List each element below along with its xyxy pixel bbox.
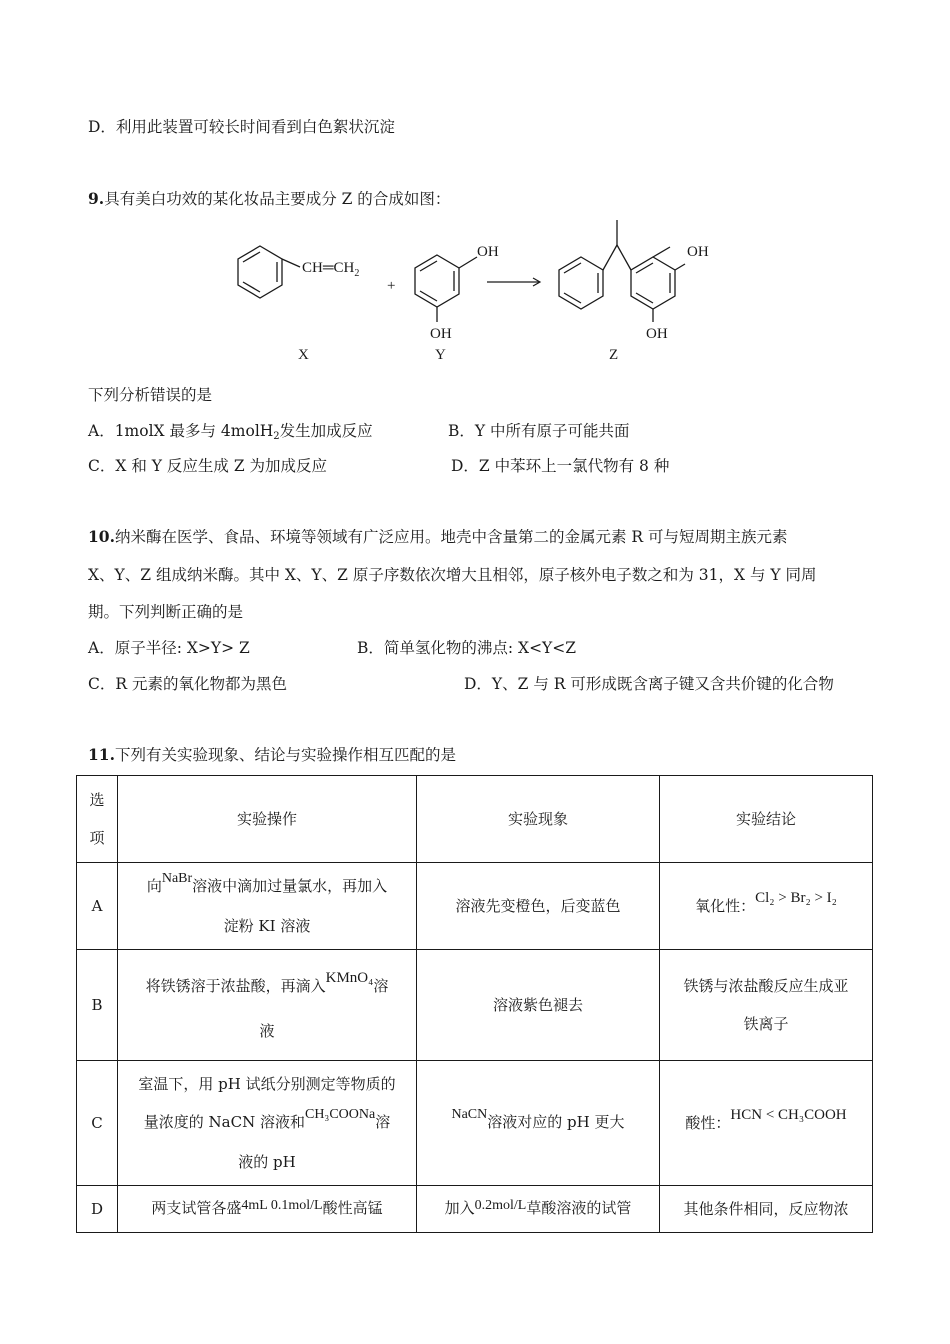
q10-line-2: X、Y、Z 组成纳米酶。其中 X、Y、Z 原子序数依次增大且相邻，原子核外电子数之和为 31，X 与 Y 同周 xyxy=(88,566,817,584)
header-operation: 实验操作 xyxy=(118,776,417,863)
row-b-label: B xyxy=(77,950,118,1061)
structure-y xyxy=(415,255,477,322)
header-option: 选 项 xyxy=(77,776,118,863)
label-y: Y xyxy=(435,347,446,363)
label-z: Z xyxy=(609,347,619,363)
table-row xyxy=(77,863,873,950)
row-d-conclusion: 其他条件相同，反应物浓 xyxy=(660,1186,873,1233)
q11-number: 11. xyxy=(88,745,115,764)
structure-x xyxy=(238,246,300,298)
table-row xyxy=(77,950,873,1061)
reaction-arrow xyxy=(487,278,540,286)
plus-sign: + xyxy=(387,278,396,294)
row-b-conclusion: 铁锈与浓盐酸反应生成亚 铁离子 xyxy=(660,950,873,1061)
row-b-phenomenon: 溶液紫色褪去 xyxy=(417,950,660,1061)
row-d-operation: 两支试管各盛4mL 0.1mol/L酸性高锰 xyxy=(118,1186,417,1233)
table-row xyxy=(77,1186,873,1233)
q10-option-a: A．原子半径: X>Y> Z xyxy=(88,639,250,657)
y-oh-bottom: OH xyxy=(430,326,452,342)
row-c-operation: 室温下，用 pH 试纸分别测定等物质的 量浓度的 NaCN 溶液和CH₃COONa溶 液的 pH xyxy=(118,1061,417,1186)
z-oh-bottom: OH xyxy=(646,326,668,342)
q9-option-c: C．X 和 Y 反应生成 Z 为加成反应 xyxy=(88,457,328,475)
q8-option-d: D．利用此装置可较长时间看到白色絮状沉淀 xyxy=(88,118,395,136)
q9-option-a: A．1molX 最多与 4molH$_2$发生加成反应 xyxy=(88,422,373,442)
q9-stem xyxy=(88,188,450,210)
q9-stem-text: 具有美白功效的某化妆品主要成分 Z 的合成如图： xyxy=(104,190,451,208)
y-oh-top: OH xyxy=(477,244,499,260)
synthesis-scheme xyxy=(225,212,745,372)
z-oh-top: OH xyxy=(687,244,709,260)
q10-line-1: 10.纳米酶在医学、食品、环境等领域有广泛应用。地壳中含量第二的金属元素 R 可与短周期主族元素 xyxy=(88,527,788,546)
row-d-phenomenon: 加入0.2mol/L草酸溶液的试管 xyxy=(417,1186,660,1233)
row-c-conclusion: 酸性：HCN < CH₃COOH xyxy=(660,1061,873,1186)
table-row xyxy=(77,1061,873,1186)
table-header-row xyxy=(77,776,873,863)
label-x: X xyxy=(298,347,309,363)
row-a-conclusion: 氧化性：Cl₂ > Br₂ > I₂ xyxy=(660,863,873,950)
q10-option-d: D．Y、Z 与 R 可形成既含离子键又含共价键的化合物 xyxy=(464,675,834,693)
q10-option-c: C．R 元素的氧化物都为黑色 xyxy=(88,675,287,693)
row-a-operation: 向NaBr溶液中滴加过量氯水，再加入 淀粉 KI 溶液 xyxy=(118,863,417,950)
row-b-operation: 将铁锈溶于浓盐酸，再滴入KMnO₄溶 液 xyxy=(118,950,417,1061)
row-a-label: A xyxy=(77,863,118,950)
row-a-phenomenon: 溶液先变橙色，后变蓝色 xyxy=(417,863,660,950)
q9-prompt: 下列分析错误的是 xyxy=(88,386,213,404)
q9-option-d: D．Z 中苯环上一氯代物有 8 种 xyxy=(451,457,670,475)
row-d-label: D xyxy=(77,1186,118,1233)
q11-stem: 11.下列有关实验现象、结论与实验操作相互匹配的是 xyxy=(88,745,456,764)
vinyl-group: $CH═CH_2$ xyxy=(302,260,360,279)
q10-option-b: B．简单氢化物的沸点: X<Y<Z xyxy=(357,639,577,657)
structure-z xyxy=(559,220,685,322)
q10-line-3: 期。下列判断正确的是 xyxy=(88,603,244,621)
header-phenomenon: 实验现象 xyxy=(417,776,660,863)
row-c-phenomenon: NaCN溶液对应的 pH 更大 xyxy=(417,1061,660,1186)
header-conclusion: 实验结论 xyxy=(660,776,873,863)
experiment-table xyxy=(76,775,873,1233)
q9-option-b: B．Y 中所有原子可能共面 xyxy=(448,422,630,440)
row-c-label: C xyxy=(77,1061,118,1186)
q9-number: 9. xyxy=(88,189,105,208)
q10-number: 10. xyxy=(88,527,115,546)
